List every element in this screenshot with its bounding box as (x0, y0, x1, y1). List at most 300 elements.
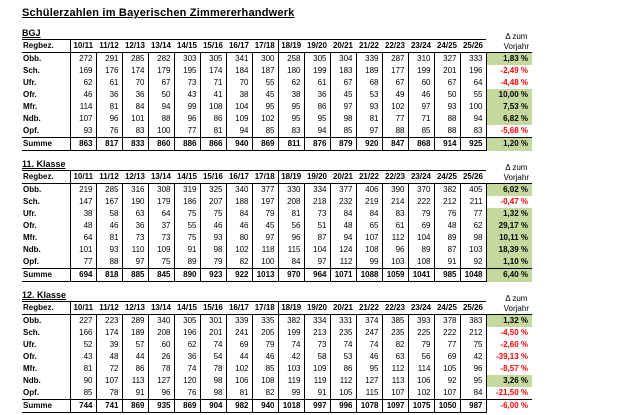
value-cell: 341 (226, 53, 252, 66)
value-cell: 57 (122, 339, 148, 351)
value-cell: 985 (434, 269, 460, 282)
value-cell: 104 (408, 232, 434, 244)
value-cell: 75 (174, 232, 200, 244)
delta-cell: -2,49 % (500, 66, 528, 75)
value-cell: 64 (70, 232, 96, 244)
value-cell: 50 (148, 89, 174, 101)
year-column-header: 20/21 (330, 171, 356, 184)
value-cell: 982 (226, 400, 252, 413)
value-cell: 107 (96, 375, 122, 387)
value-cell: 95 (278, 113, 304, 125)
year-column-header: 13/14 (148, 302, 174, 315)
region-label: Sch. (22, 196, 70, 208)
table-row (22, 256, 532, 269)
value-cell: 74 (174, 363, 200, 375)
value-cell: 107 (70, 113, 96, 125)
value-cell: 325 (200, 184, 226, 197)
value-cell: 53 (356, 89, 382, 101)
year-column-header: 12/13 (122, 171, 148, 184)
value-cell: 62 (278, 77, 304, 89)
summe-row (22, 138, 532, 151)
year-column-header: 21/22 (356, 171, 382, 184)
value-cell: 94 (330, 232, 356, 244)
value-cell: 78 (96, 387, 122, 400)
value-cell: 102 (226, 363, 252, 375)
value-cell: 88 (434, 113, 460, 125)
region-label: Ofr. (22, 351, 70, 363)
table-row (22, 315, 532, 328)
table-row (22, 89, 532, 101)
value-cell: 195 (174, 65, 200, 77)
value-cell: 82 (382, 339, 408, 351)
value-cell: 46 (200, 220, 226, 232)
value-cell: 876 (304, 138, 330, 151)
value-cell: 100 (148, 125, 174, 138)
value-cell: 935 (148, 400, 174, 413)
region-label: Mfr. (22, 232, 70, 244)
value-cell: 103 (382, 256, 408, 269)
value-cell: 58 (304, 351, 330, 363)
delta-column-header-text: Δ zum Vorjahr (503, 294, 529, 313)
value-cell: 43 (70, 351, 96, 363)
value-cell: 333 (460, 53, 486, 66)
value-cell: 102 (252, 113, 278, 125)
value-cell: 77 (434, 339, 460, 351)
delta-cell: 1,83 % (486, 53, 532, 66)
value-cell: 74 (200, 339, 226, 351)
value-cell: 914 (434, 138, 460, 151)
value-cell: 845 (148, 269, 174, 282)
year-column-header: 22/23 (382, 302, 408, 315)
delta-cell: 10,11 % (486, 232, 532, 244)
year-column-header: 18/19 (278, 171, 304, 184)
value-cell: 105 (330, 387, 356, 400)
value-cell: 112 (330, 375, 356, 387)
value-cell: 61 (96, 77, 122, 89)
value-cell: 97 (408, 101, 434, 113)
value-cell: 310 (408, 53, 434, 66)
value-cell: 219 (70, 184, 96, 197)
value-cell: 39 (96, 339, 122, 351)
value-cell: 118 (252, 244, 278, 256)
year-column-header: 11/12 (96, 171, 122, 184)
value-cell: 67 (382, 77, 408, 89)
value-cell: 940 (226, 138, 252, 151)
value-cell: 74 (330, 339, 356, 351)
value-cell: 81 (278, 208, 304, 220)
header-row (22, 40, 532, 53)
value-cell: 108 (252, 375, 278, 387)
value-cell: 107 (434, 387, 460, 400)
value-cell: 97 (122, 256, 148, 269)
value-cell: 73 (174, 77, 200, 89)
summe-row (22, 269, 532, 282)
value-cell: 95 (304, 113, 330, 125)
value-cell: 73 (304, 208, 330, 220)
value-cell: 93 (434, 101, 460, 113)
delta-column-header (486, 32, 532, 53)
value-cell: 55 (252, 77, 278, 89)
year-column-header: 14/15 (174, 302, 200, 315)
value-cell: 62 (460, 220, 486, 232)
value-cell: 374 (356, 315, 382, 328)
value-cell: 90 (70, 375, 96, 387)
value-cell: 68 (356, 77, 382, 89)
value-cell: 167 (96, 196, 122, 208)
value-cell: 62 (70, 77, 96, 89)
value-cell: 868 (408, 138, 434, 151)
value-cell: 89 (408, 244, 434, 256)
year-column-header: 13/14 (148, 40, 174, 53)
value-cell: 70 (122, 77, 148, 89)
year-column-header: 21/22 (356, 302, 382, 315)
value-cell: 91 (304, 387, 330, 400)
value-cell: 91 (122, 387, 148, 400)
value-cell: 61 (304, 77, 330, 89)
region-column-header: Regbez. (22, 171, 70, 184)
header-row (22, 171, 532, 184)
value-cell: 119 (278, 375, 304, 387)
value-cell: 84 (278, 256, 304, 269)
value-cell: 223 (96, 315, 122, 328)
value-cell: 64 (460, 77, 486, 89)
value-cell: 75 (460, 339, 486, 351)
delta-cell: -6,00 % (486, 400, 532, 413)
value-cell: 84 (330, 208, 356, 220)
value-cell: 147 (70, 196, 96, 208)
value-cell: 212 (460, 327, 486, 339)
year-column-header: 13/14 (148, 171, 174, 184)
year-column-header: 15/16 (200, 302, 226, 315)
value-cell: 241 (226, 327, 252, 339)
value-cell: 46 (408, 89, 434, 101)
value-cell: 97 (330, 101, 356, 113)
value-cell: 308 (148, 184, 174, 197)
page-title: Schülerzahlen im Bayerischen Zimmererhandwerk (22, 7, 295, 19)
delta-cell: 1,10 % (486, 256, 532, 269)
year-column-header: 16/17 (226, 171, 252, 184)
year-column-header: 22/23 (382, 171, 408, 184)
value-cell: 818 (96, 269, 122, 282)
value-cell: 84 (226, 208, 252, 220)
region-label: Obb. (22, 315, 70, 328)
value-cell: 179 (148, 196, 174, 208)
region-column-header: Regbez. (22, 40, 70, 53)
delta-cell: 10,00 % (486, 89, 532, 101)
value-cell: 64 (148, 208, 174, 220)
value-cell: 48 (70, 220, 96, 232)
value-cell: 385 (382, 315, 408, 328)
value-cell: 46 (356, 351, 382, 363)
region-label: Ofr. (22, 89, 70, 101)
value-cell: 56 (408, 351, 434, 363)
value-cell: 79 (252, 339, 278, 351)
value-cell: 79 (200, 256, 226, 269)
region-label: Mfr. (22, 101, 70, 113)
delta-cell: 7,53 % (486, 101, 532, 113)
value-cell: 84 (356, 208, 382, 220)
value-cell: 81 (96, 232, 122, 244)
value-cell: 81 (226, 387, 252, 400)
value-cell: 92 (434, 375, 460, 387)
delta-column-header-text: Δ zum Vorjahr (503, 32, 529, 51)
value-cell: 860 (148, 138, 174, 151)
value-cell: 235 (382, 327, 408, 339)
value-cell: 104 (226, 101, 252, 113)
value-cell: 94 (460, 113, 486, 125)
value-cell: 744 (70, 400, 96, 413)
value-cell: 48 (96, 351, 122, 363)
value-cell: 847 (382, 138, 408, 151)
value-cell: 208 (148, 327, 174, 339)
value-cell: 940 (252, 400, 278, 413)
value-cell: 115 (278, 244, 304, 256)
value-cell: 80 (226, 232, 252, 244)
value-cell: 1018 (278, 400, 304, 413)
value-cell: 105 (434, 363, 460, 375)
value-cell: 44 (226, 351, 252, 363)
value-cell: 114 (408, 363, 434, 375)
table-row (22, 125, 532, 138)
value-cell: 95 (460, 375, 486, 387)
value-cell: 201 (434, 65, 460, 77)
year-column-header: 10/11 (70, 302, 96, 315)
value-cell: 67 (434, 77, 460, 89)
value-cell: 289 (122, 315, 148, 328)
value-cell: 869 (122, 400, 148, 413)
value-cell: 83 (460, 125, 486, 138)
value-cell: 1071 (330, 269, 356, 282)
value-cell: 98 (200, 387, 226, 400)
delta-column-header (486, 163, 532, 184)
value-cell: 904 (200, 400, 226, 413)
value-cell: 1088 (356, 269, 382, 282)
value-cell: 86 (330, 363, 356, 375)
value-cell: 1078 (356, 400, 382, 413)
value-cell: 987 (460, 400, 486, 413)
value-cell: 101 (122, 113, 148, 125)
value-cell: 96 (382, 244, 408, 256)
value-cell: 48 (330, 220, 356, 232)
value-cell: 38 (278, 89, 304, 101)
value-cell: 925 (460, 138, 486, 151)
value-cell: 53 (330, 351, 356, 363)
year-column-header: 25/26 (460, 171, 486, 184)
value-cell: 174 (200, 65, 226, 77)
table-row (22, 101, 532, 113)
year-column-header: 24/25 (434, 40, 460, 53)
value-cell: 996 (330, 400, 356, 413)
region-label: Ndb. (22, 375, 70, 387)
value-cell: 45 (252, 89, 278, 101)
value-cell: 1075 (408, 400, 434, 413)
value-cell: 42 (278, 351, 304, 363)
value-cell: 78 (148, 363, 174, 375)
year-column-header: 15/16 (200, 40, 226, 53)
value-cell: 81 (70, 363, 96, 375)
value-cell: 81 (200, 125, 226, 138)
year-column-header: 25/26 (460, 40, 486, 53)
value-cell: 109 (304, 363, 330, 375)
value-cell: 98 (460, 232, 486, 244)
region-label: Summe (22, 269, 70, 282)
value-cell: 108 (408, 256, 434, 269)
value-cell: 863 (70, 138, 96, 151)
value-cell: 98 (200, 244, 226, 256)
value-cell: 106 (408, 375, 434, 387)
section-bgj (22, 28, 620, 151)
delta-cell: -4,48 % (500, 78, 528, 87)
value-cell: 100 (460, 101, 486, 113)
value-cell: 1048 (460, 269, 486, 282)
value-cell: 327 (434, 53, 460, 66)
value-cell: 103 (278, 363, 304, 375)
section-label-klasse-11: 11. Klasse (22, 159, 66, 169)
value-cell: 377 (252, 184, 278, 197)
value-cell: 58 (96, 208, 122, 220)
table-row (22, 220, 532, 232)
value-cell: 335 (252, 315, 278, 328)
value-cell: 94 (148, 101, 174, 113)
value-cell: 51 (304, 220, 330, 232)
value-cell: 291 (96, 53, 122, 66)
value-cell: 50 (434, 89, 460, 101)
value-cell: 208 (278, 196, 304, 208)
value-cell: 817 (96, 138, 122, 151)
region-label: Obb. (22, 184, 70, 197)
summe-row (22, 400, 532, 413)
value-cell: 77 (174, 125, 200, 138)
value-cell: 316 (122, 184, 148, 197)
value-cell: 106 (226, 375, 252, 387)
value-cell: 75 (200, 208, 226, 220)
value-cell: 93 (96, 244, 122, 256)
value-cell: 76 (174, 387, 200, 400)
value-cell: 124 (330, 244, 356, 256)
table-row (22, 232, 532, 244)
value-cell: 179 (148, 65, 174, 77)
value-cell: 922 (226, 269, 252, 282)
value-cell: 38 (70, 208, 96, 220)
value-cell: 109 (148, 244, 174, 256)
value-cell: 73 (148, 232, 174, 244)
value-cell: 114 (70, 101, 96, 113)
value-cell: 340 (148, 315, 174, 328)
value-cell: 73 (122, 232, 148, 244)
value-cell: 86 (122, 363, 148, 375)
value-cell: 69 (226, 339, 252, 351)
value-cell: 177 (382, 65, 408, 77)
year-column-header: 21/22 (356, 40, 382, 53)
value-cell: 370 (408, 184, 434, 197)
value-cell: 86 (304, 101, 330, 113)
value-cell: 37 (148, 220, 174, 232)
value-cell: 109 (226, 113, 252, 125)
value-cell: 205 (252, 327, 278, 339)
year-column-header: 20/21 (330, 40, 356, 53)
value-cell: 95 (278, 101, 304, 113)
value-cell: 85 (330, 125, 356, 138)
value-cell: 199 (278, 327, 304, 339)
value-cell: 923 (200, 269, 226, 282)
value-cell: 207 (200, 196, 226, 208)
delta-cell: 1,32 % (486, 208, 532, 220)
value-cell: 189 (122, 327, 148, 339)
region-column-header: Regbez. (22, 302, 70, 315)
delta-cell: 6,02 % (486, 184, 532, 197)
table-row (22, 53, 532, 66)
value-cell: 382 (434, 184, 460, 197)
value-cell: 339 (356, 53, 382, 66)
value-cell: 382 (278, 315, 304, 328)
value-cell: 227 (70, 315, 96, 328)
value-cell: 272 (70, 53, 96, 66)
delta-cell: -4,50 % (500, 328, 528, 337)
value-cell: 196 (174, 327, 200, 339)
year-column-header: 10/11 (70, 171, 96, 184)
value-cell: 96 (278, 232, 304, 244)
table-row (22, 339, 532, 351)
delta-cell: 6,40 % (486, 269, 532, 282)
value-cell: 89 (174, 256, 200, 269)
year-column-header: 20/21 (330, 302, 356, 315)
year-column-header: 18/19 (278, 40, 304, 53)
year-column-header: 15/16 (200, 171, 226, 184)
value-cell: 49 (382, 89, 408, 101)
year-column-header: 17/18 (252, 171, 278, 184)
value-cell: 93 (200, 232, 226, 244)
table-row (22, 351, 532, 363)
value-cell: 75 (148, 256, 174, 269)
value-cell: 69 (408, 220, 434, 232)
year-column-header: 22/23 (382, 40, 408, 53)
value-cell: 44 (122, 351, 148, 363)
value-cell: 115 (356, 387, 382, 400)
region-label: Summe (22, 400, 70, 413)
value-cell: 61 (382, 220, 408, 232)
value-cell: 88 (434, 125, 460, 138)
value-cell: 46 (70, 89, 96, 101)
value-cell: 78 (200, 363, 226, 375)
value-cell: 48 (434, 220, 460, 232)
value-cell: 76 (434, 208, 460, 220)
value-cell: 56 (278, 220, 304, 232)
region-label: Summe (22, 138, 70, 151)
value-cell: 997 (304, 400, 330, 413)
year-column-header: 12/13 (122, 302, 148, 315)
value-cell: 211 (460, 196, 486, 208)
region-label: Ufr. (22, 339, 70, 351)
region-label: Ndb. (22, 113, 70, 125)
value-cell: 36 (304, 89, 330, 101)
value-cell: 54 (200, 351, 226, 363)
value-cell: 1097 (382, 400, 408, 413)
value-cell: 741 (96, 400, 122, 413)
value-cell: 393 (408, 315, 434, 328)
value-cell: 247 (356, 327, 382, 339)
value-cell: 77 (382, 113, 408, 125)
table-row (22, 184, 532, 197)
value-cell: 303 (174, 53, 200, 66)
value-cell: 98 (330, 113, 356, 125)
value-cell: 188 (226, 196, 252, 208)
year-column-header: 11/12 (96, 40, 122, 53)
region-label: Opf. (22, 256, 70, 269)
year-column-header: 14/15 (174, 40, 200, 53)
delta-cell: -39,13 % (495, 352, 528, 361)
value-cell: 62 (174, 339, 200, 351)
value-cell: 174 (122, 65, 148, 77)
